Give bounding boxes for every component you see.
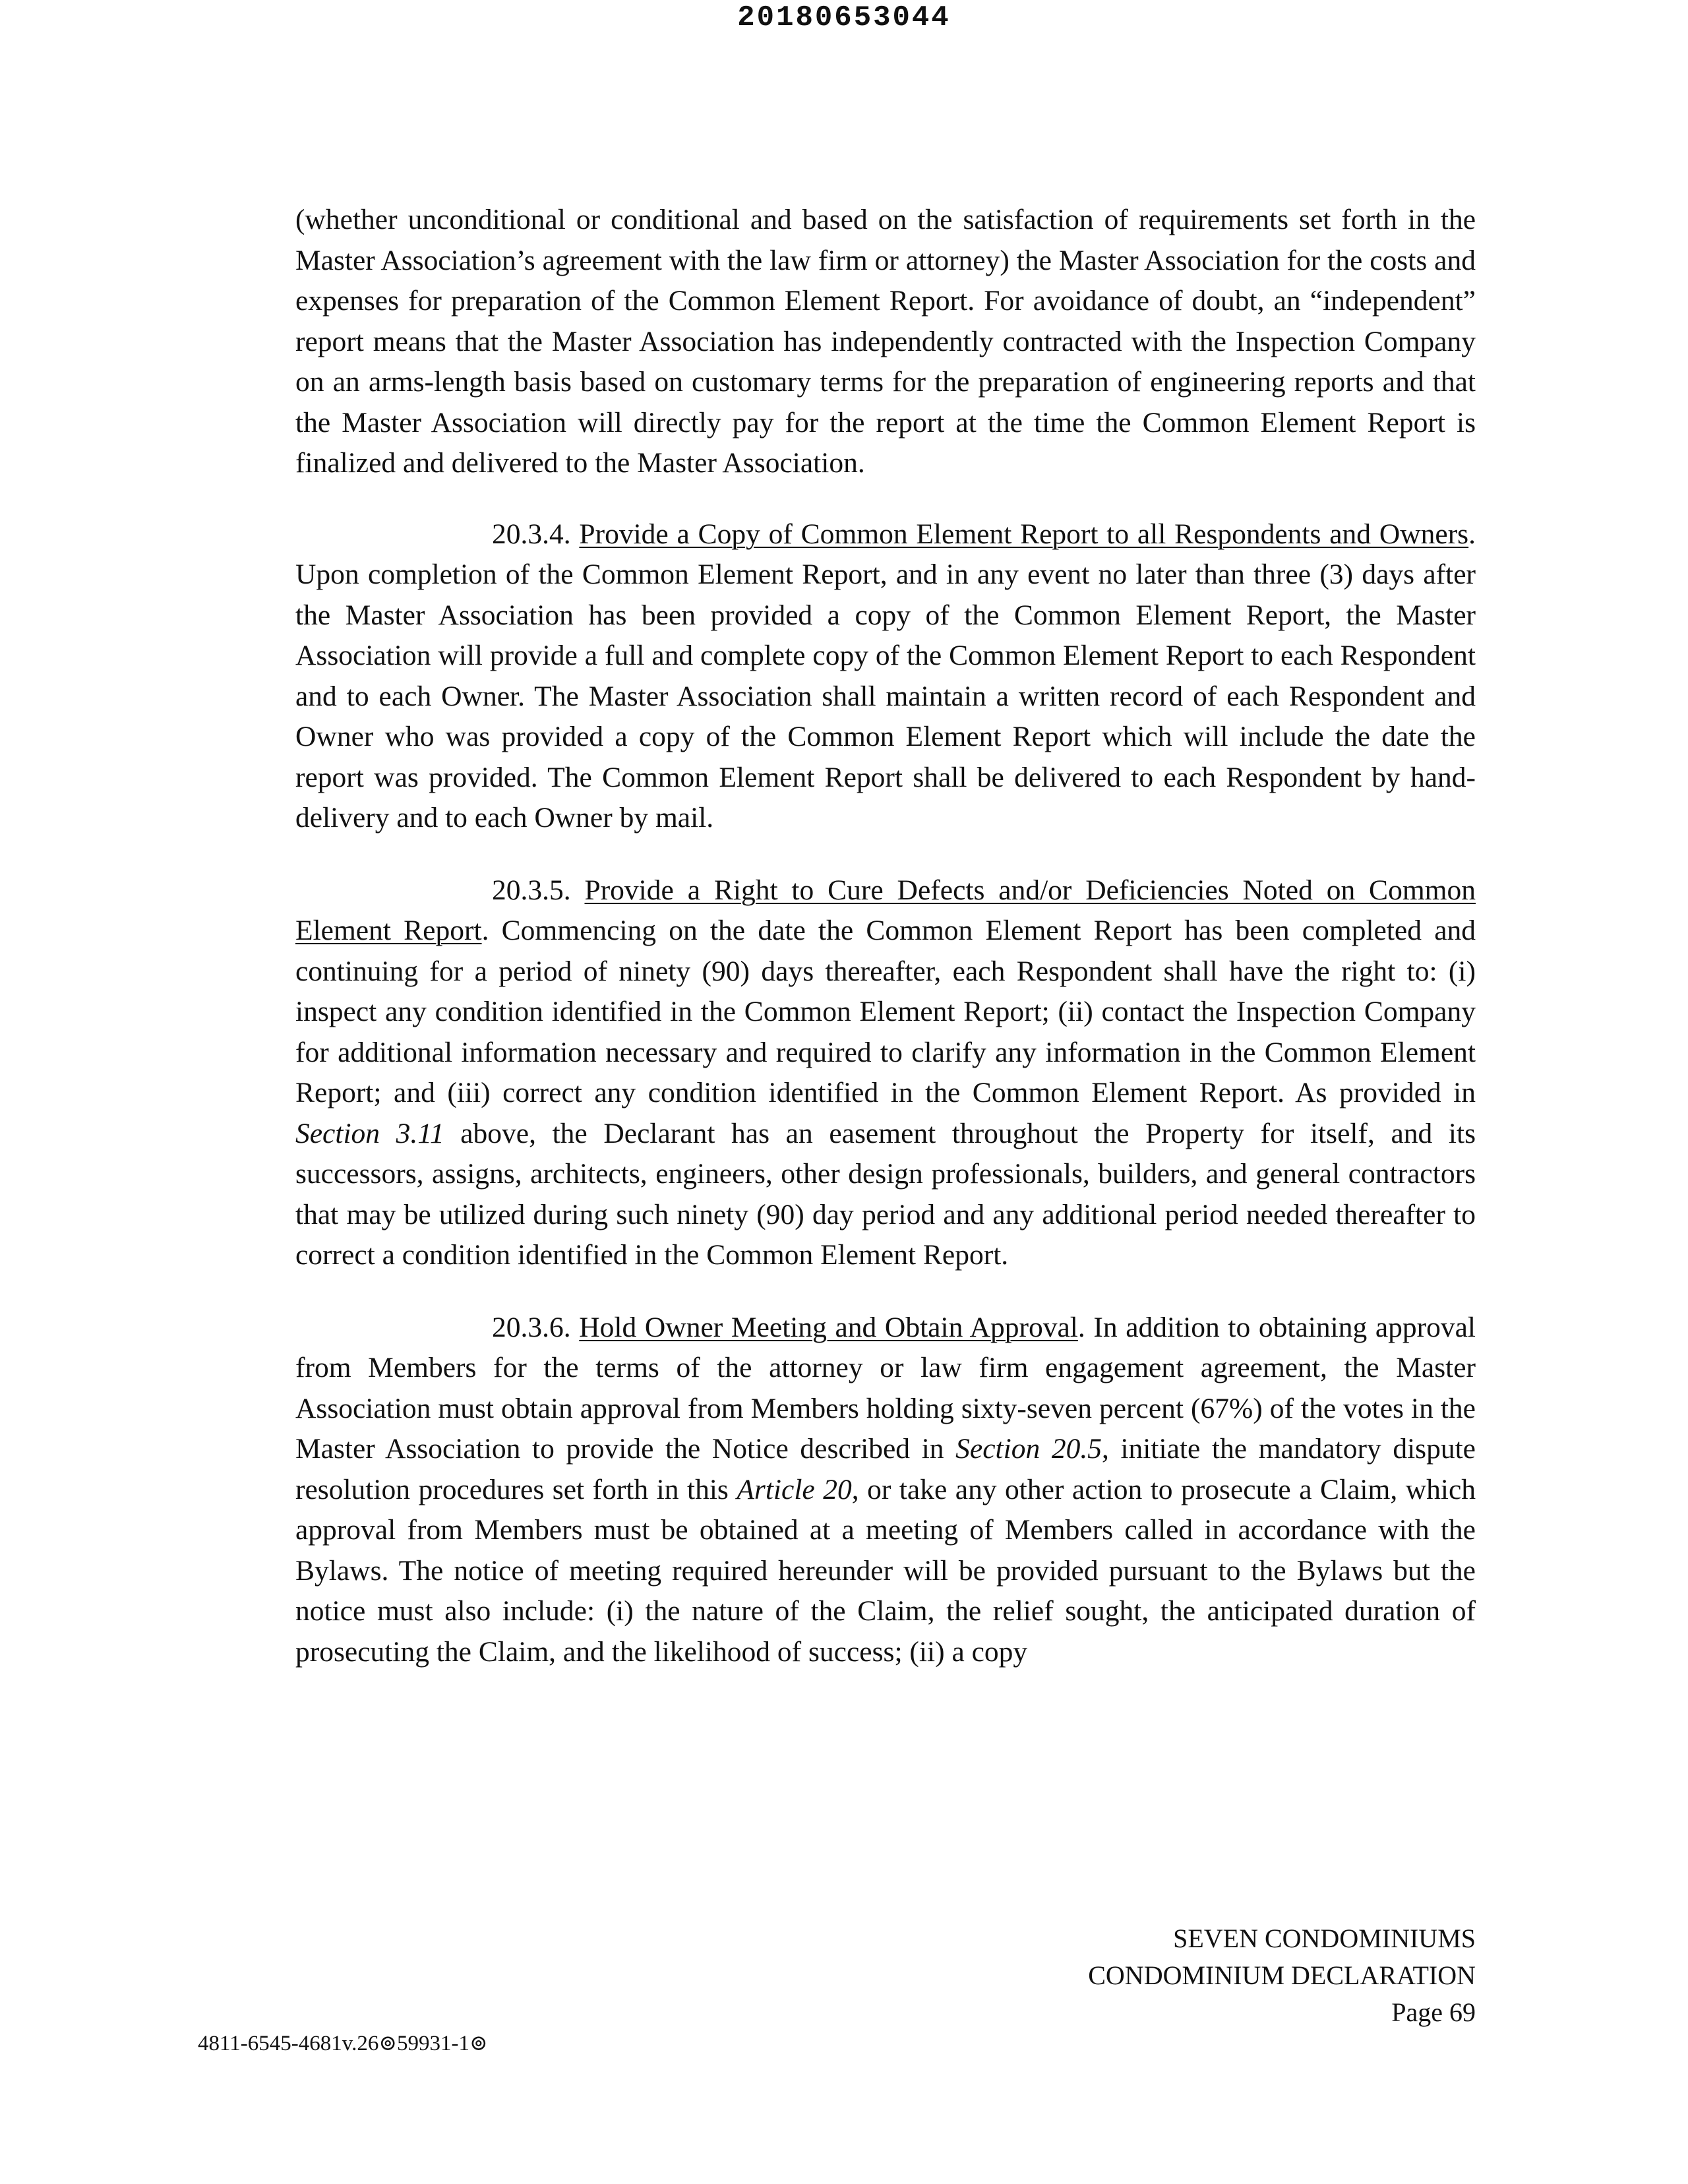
document-number: 20180653044 bbox=[737, 1, 951, 34]
section-reference: Section 3.11 bbox=[295, 1117, 444, 1149]
section-heading: Provide a Copy of Common Element Report to all Respondents and Owners bbox=[579, 518, 1469, 550]
section-number: 20.3.6. bbox=[492, 1311, 571, 1343]
section-text: , or take any other action to prosecute a Claim, which approval from Members must be obtained at a meeting of Members called in accordance with the Bylaws. The notice of meeting required hereunder will be provided pursuant to the Bylaws but the notice must also include: (i) the nature of the Claim, the relief sought, the anticipated duration of prosecuting the Claim, and the likelihood of success; (ii) a copy bbox=[295, 1473, 1476, 1668]
section-text: Commencing on the date the Common Element Report has been completed and continuing for a period of ninety (90) days thereafter, each Respondent shall have the right to: (i) inspect any condition identified in the Common Element Report; (ii) contact the Inspection Company for additional information necessary and required to clarify any information in the Common Element Report; and (iii) correct any condition identified in the Common Element Report. As provided in bbox=[295, 915, 1476, 1108]
section-20-3-5: 20.3.5. Provide a Right to Cure Defects and/or Deficiencies Noted on Common Element Report. Commencing on the date the Common Element Report has been completed and continuing for a period of ninety (90) days thereafter, each Respondent shall have the right to: (i) inspect any condition identified in the Common Element Report; (ii) contact the Inspection Company for additional information necessary and required to clarify any information in the Common Element Report; and (iii) correct any condition identified in the Common Element Report. As provided in Section 3.11 above, the Declarant has an easement throughout the Property for itself, and its successors, assigns, architects, engineers, other design professionals, builders, and general contractors that may be utilized during such ninety (90) day period and any additional period needed thereafter to correct a condition identified in the Common Element Report. bbox=[295, 870, 1476, 1276]
section-heading: Hold Owner Meeting and Obtain Approval bbox=[579, 1311, 1078, 1343]
section-20-3-4: 20.3.4. Provide a Copy of Common Element Report to all Respondents and Owners. Upon completion of the Common Element Report, and in any event no later than three (3) days after the Master Association has been provided a copy of the Common Element Report, the Master Association will provide a full and complete copy of the Common Element Report to each Respondent and to each Owner. The Master Association shall maintain a written record of each Respondent and Owner who was provided a copy of the Common Element Report which will include the date the report was provided. The Common Element Report shall be delivered to each Respondent by hand-delivery and to each Owner by mail. bbox=[295, 514, 1476, 839]
page-footer bbox=[1088, 1920, 1476, 2031]
paragraph-text: (whether unconditional or conditional and based on the satisfaction of requirements set forth in the Master Association’s agreement with the law firm or attorney) the Master Association for the costs and expenses for preparation of the Common Element Report. For avoidance of doubt, an “independent” report means that the Master Association has independently contracted with the Inspection Company on an arms-length basis based on customary terms for the preparation of engineering reports and that the Master Association will directly pay for the report at the time the Common Element Report is finalized and delivered to the Master Association. bbox=[295, 204, 1476, 479]
section-20-3-6: 20.3.6. Hold Owner Meeting and Obtain Approval. In addition to obtaining approval from Members for the terms of the attorney or law firm engagement agreement, the Master Association must obtain approval from Members holding sixty-seven percent (67%) of the votes in the Master Association to provide the Notice described in Section 20.5, initiate the mandatory dispute resolution procedures set forth in this Article 20, or take any other action to prosecute a Claim, which approval from Members must be obtained at a meeting of Members called in accordance with the Bylaws. The notice of meeting required hereunder will be provided pursuant to the Bylaws but the notice must also include: (i) the nature of the Claim, the relief sought, the anticipated duration of prosecuting the Claim, and the likelihood of success; (ii) a copy bbox=[295, 1308, 1476, 1673]
section-text: Upon completion of the Common Element Report, and in any event no later than three (3) days after the Master Association has been provided a copy of the Common Element Report, the Master Association will provide a full and complete copy of the Common Element Report to each Respondent and to each Owner. The Master Association shall maintain a written record of each Respondent and Owner who was provided a copy of the Common Element Report which will include the date the report was provided. The Common Element Report shall be delivered to each Respondent by hand-delivery and to each Owner by mail. bbox=[295, 559, 1476, 834]
footer-document-title: CONDOMINIUM DECLARATION bbox=[1088, 1960, 1476, 1990]
section-number: 20.3.4. bbox=[492, 518, 571, 550]
section-text: In addition to obtaining approval from Members for the terms of the attorney or law firm engagement agreement, the Master Association must obtain approval from Members holding sixty-seven percent (67%) of the votes in the Master Association to provide the Notice described in bbox=[295, 1311, 1476, 1465]
section-reference: Article 20 bbox=[737, 1473, 852, 1505]
continued-paragraph bbox=[295, 200, 1476, 484]
section-heading: Provide a Right to Cure Defects and/or Deficiencies Noted on Common Element Report bbox=[295, 874, 1476, 946]
section-reference: Section 20.5 bbox=[955, 1433, 1102, 1465]
section-number: 20.3.5. bbox=[492, 874, 571, 906]
document-id: 4811-6545-4681v.26⊚59931-1⊚ bbox=[198, 2032, 488, 2055]
page-body bbox=[295, 200, 1476, 1704]
section-text: , initiate the mandatory dispute resolution procedures set forth in this bbox=[295, 1433, 1476, 1505]
footer-project-name: SEVEN CONDOMINIUMS bbox=[1173, 1924, 1476, 1953]
section-text: above, the Declarant has an easement throughout the Property for itself, and its successors, assigns, architects, engineers, other design professionals, builders, and general contractors that may be utilized during such ninety (90) day period and any additional period needed thereafter to correct a condition identified in the Common Element Report. bbox=[295, 1117, 1476, 1271]
page-number: Page 69 bbox=[1391, 1997, 1476, 2027]
